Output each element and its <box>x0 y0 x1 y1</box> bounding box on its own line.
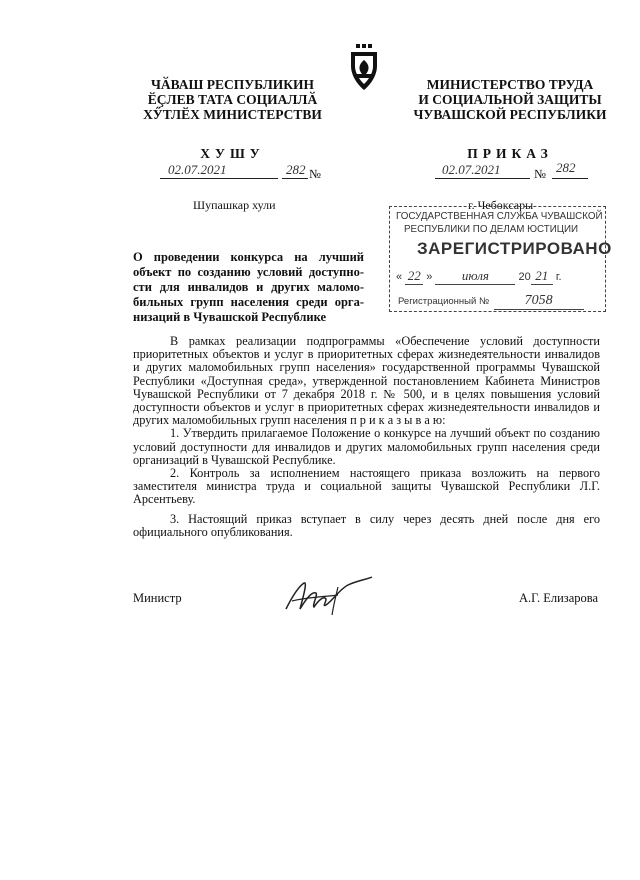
body-paragraph: 1. Утвердить прилагаемое Положение о конкурсе на лучший объект по созданию условий доступности для инвалидов и других маломобильных групп населения среди организаций в Чувашской Республике. <box>133 426 600 467</box>
right-header-line: МИНИСТЕРСТВО ТРУДА <box>426 77 594 92</box>
stamp-date-row <box>396 268 562 285</box>
right-date-underline <box>435 178 530 179</box>
right-city: г. Чебоксары <box>468 198 534 212</box>
order-topic <box>133 250 364 325</box>
right-header <box>405 77 615 122</box>
stamp-quote-open: « <box>396 271 403 283</box>
right-header-line: ЧУВАШСКОЙ РЕСПУБЛИКИ <box>413 107 607 122</box>
left-order-word: ХУШУ <box>200 146 265 161</box>
stamp-year: 21 <box>531 268 553 285</box>
left-order-date: 02.07.2021 <box>168 162 227 177</box>
right-header-line: И СОЦИАЛЬНОЙ ЗАЩИТЫ <box>418 92 602 107</box>
stamp-month: июля <box>435 268 515 285</box>
left-city: Шупашкар хули <box>193 198 276 212</box>
stamp-reg-row <box>398 291 584 310</box>
body-paragraph: 3. Настоящий приказ вступает в силу через десять дней после дня его официального опубликования. <box>133 511 600 539</box>
coat-of-arms-emblem <box>345 44 383 94</box>
right-order-word: ПРИКАЗ <box>467 146 553 161</box>
topic-line: низаций в Чувашской Республике <box>133 310 327 324</box>
stamp-title: ЗАРЕГИСТРИРОВАНО <box>417 239 612 258</box>
right-number-underline <box>552 178 588 179</box>
topic-line: О проведении конкурса на лучший <box>133 250 364 264</box>
stamp-line-2: РЕСПУБЛИКИ ПО ДЕЛАМ ЮСТИЦИИ <box>404 224 579 235</box>
stamp-year-suffix: г. <box>555 271 562 283</box>
signatory-name: А.Г. Елизарова <box>519 591 599 605</box>
topic-line: сти для инвалидов и других маломо- <box>133 280 364 294</box>
stamp-quote-close: » <box>426 271 433 283</box>
signatory-position: Министр <box>133 591 182 605</box>
body-paragraph: В рамках реализации подпрограммы «Обеспечение условий доступности приоритетных объектов и услуг в приоритетных сферах жизнедеятельности инвалидов и других маломобильных групп населения» государственной программы Чувашской Республики «Доступная среда», утвержденной постановлением Кабинета Министров Чувашской Республики от 7 декабря 2018 г. № 500, и в целях повышения условий доступности объектов и услуг в приоритетных сферах жизнедеятельности инвалидов и других маломобильных групп населения п р и к а з ы в а ю: <box>133 334 600 428</box>
stamp-reg-label: Регистрационный № <box>398 296 490 307</box>
right-order-date: 02.07.2021 <box>442 162 501 177</box>
stamp-reg-number: 7058 <box>494 293 584 310</box>
stamp-line-1: ГОСУДАРСТВЕННАЯ СЛУЖБА ЧУВАШСКОЙ <box>396 211 603 222</box>
right-order-number: 282 <box>556 160 576 175</box>
left-header-line: ХӲТЛӖХ МИНИСТЕРСТВИ <box>143 107 322 122</box>
left-order-number: 282 <box>286 162 306 177</box>
left-header-line: ӖÇЛЕВ ТАТА СОЦИАЛЛӐ <box>147 92 318 107</box>
registration-stamp <box>389 206 612 312</box>
topic-line: объект по созданию условий доступно- <box>133 265 364 279</box>
stamp-year-prefix: 20 <box>518 271 531 283</box>
left-number-underline <box>282 178 308 179</box>
left-date-underline <box>160 178 278 179</box>
left-header-line: ЧӐВАШ РЕСПУБЛИКИН <box>150 77 315 92</box>
right-number-sign: № <box>534 167 546 181</box>
left-number-sign: № <box>309 167 321 181</box>
body-paragraph: 2. Контроль за исполнением настоящего приказа возложить на первого заместителя министра труда и социальной защиты Чувашской Республики Л.Г. Арсентьеву. <box>133 466 600 507</box>
stamp-day: 22 <box>405 268 423 285</box>
order-body <box>133 335 600 539</box>
handwritten-signature <box>282 575 374 619</box>
left-header <box>120 77 345 122</box>
topic-line: бильных групп населения среди орга- <box>133 295 364 309</box>
